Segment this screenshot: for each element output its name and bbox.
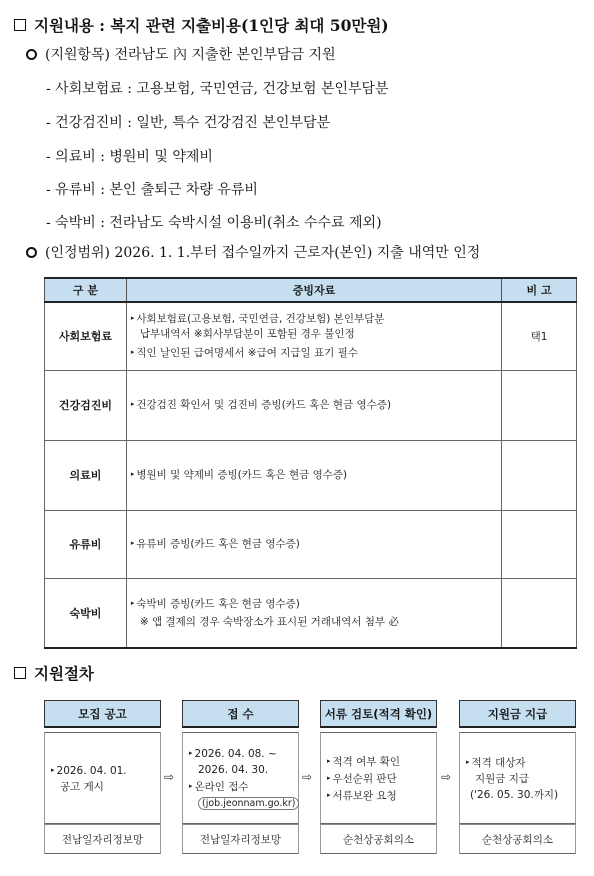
item-medical: - 의료비 : 병원비 및 약제비 xyxy=(46,149,213,165)
triangle-bullet-icon: ▸ xyxy=(130,598,135,607)
step-body xyxy=(182,732,299,824)
row-category: 유류비 xyxy=(45,510,127,578)
right-arrow-icon: ⇨ xyxy=(164,770,175,784)
step-line: 2026. 04. 01. xyxy=(56,764,127,777)
circle-bullet-icon xyxy=(26,49,37,60)
row-proof xyxy=(126,302,501,370)
header-note: 비 고 xyxy=(502,278,577,302)
right-arrow-icon: ⇨ xyxy=(302,770,313,784)
item-health-checkup: - 건강검진비 : 일반, 특수 건강검진 본인부담분 xyxy=(46,115,331,131)
row-proof xyxy=(126,578,501,648)
table-row xyxy=(45,578,577,648)
row-note xyxy=(502,440,577,510)
row-category: 숙박비 xyxy=(45,578,127,648)
triangle-bullet-icon: ▸ xyxy=(130,348,135,357)
step-line: 공고 게시 xyxy=(60,780,104,793)
support-scope-text: (지원항목) 전라남도 內 지출한 본인부담금 지원 xyxy=(45,47,336,63)
step-line: 적격 여부 확인 xyxy=(332,755,401,768)
item-social-insurance: - 사회보험료 : 고용보험, 국민연금, 건강보험 본인부담분 xyxy=(46,81,389,97)
step-org: 순천상공회의소 xyxy=(459,824,576,854)
support-scope-line xyxy=(26,44,336,64)
triangle-bullet-icon: ▸ xyxy=(51,765,55,774)
application-url-link[interactable]: (job.jeonnam.go.kr) xyxy=(198,797,299,810)
row-category: 건강검진비 xyxy=(45,370,127,440)
step-line: 적격 대상자 xyxy=(471,756,526,769)
triangle-bullet-icon: ▸ xyxy=(130,539,135,547)
step-line: 지원금 지급 xyxy=(475,772,530,785)
procedure-step-payment xyxy=(459,700,576,854)
proof-documents-table xyxy=(44,277,577,649)
right-arrow-icon: ⇨ xyxy=(441,770,452,784)
triangle-bullet-icon: ▸ xyxy=(327,790,331,799)
step-line: 온라인 접수 xyxy=(194,780,249,793)
triangle-bullet-icon: ▸ xyxy=(327,756,331,765)
item-fuel: - 유류비 : 본인 출퇴근 차량 유류비 xyxy=(46,182,258,198)
proof-text: 숙박비 증빙(카드 혹은 현금 영수증) xyxy=(136,597,300,610)
item-lodging: - 숙박비 : 전라남도 숙박시설 이용비(취소 수수료 제외) xyxy=(46,215,382,231)
table-row xyxy=(45,440,577,510)
proof-text: 사회보험료(고용보험, 국민연금, 건강보험) 본인부담분 xyxy=(136,313,385,326)
row-proof xyxy=(126,440,501,510)
circle-bullet-icon xyxy=(26,247,37,258)
row-proof xyxy=(126,510,501,578)
row-category: 의료비 xyxy=(45,440,127,510)
table-row xyxy=(45,302,577,370)
step-body xyxy=(44,732,161,824)
step-line: ('26. 05. 30.까지) xyxy=(470,788,559,801)
step-line: 2026. 04. 08. ~ xyxy=(194,747,277,760)
header-category: 구 분 xyxy=(45,278,127,302)
proof-text: 병원비 및 약제비 증빙(카드 혹은 현금 영수증) xyxy=(136,469,348,481)
triangle-bullet-icon: ▸ xyxy=(130,470,135,478)
row-note xyxy=(502,578,577,648)
recognition-range-line xyxy=(26,242,480,262)
section-title-text: 지원내용 : 복지 관련 지출비용(1인당 최대 50만원) xyxy=(34,16,389,35)
proof-text: ※ 앱 결제의 경우 숙박장소가 표시된 거래내역서 첨부 必 xyxy=(139,615,399,628)
table-row xyxy=(45,370,577,440)
procedure-step-announcement xyxy=(44,700,161,854)
table-header-row xyxy=(45,278,577,302)
triangle-bullet-icon: ▸ xyxy=(130,314,135,323)
section-title-support-content xyxy=(14,14,389,36)
row-note xyxy=(502,510,577,578)
proof-text: 유류비 증빙(카드 혹은 현금 영수증) xyxy=(136,538,300,550)
proof-text: 건강검진 확인서 및 검진비 증빙(카드 혹은 현금 영수증) xyxy=(136,399,392,411)
row-category: 사회보험료 xyxy=(45,302,127,370)
step-line: 우선순위 판단 xyxy=(332,772,397,785)
triangle-bullet-icon: ▸ xyxy=(466,757,470,766)
row-note xyxy=(502,370,577,440)
step-org: 전남일자리정보망 xyxy=(182,824,299,854)
step-body xyxy=(459,732,576,824)
table-row xyxy=(45,510,577,578)
section-title-text: 지원절차 xyxy=(34,664,94,683)
triangle-bullet-icon: ▸ xyxy=(189,781,193,790)
step-body xyxy=(320,732,437,824)
procedure-step-review xyxy=(320,700,437,854)
row-proof xyxy=(126,370,501,440)
step-head: 접 수 xyxy=(182,700,299,728)
procedure-step-application xyxy=(182,700,299,854)
checkbox-square-icon xyxy=(14,667,26,679)
header-proof: 증빙자료 xyxy=(126,278,501,302)
step-line: 2026. 04. 30. xyxy=(198,763,269,776)
proof-text: 직인 날인된 급여명세서 ※급여 지급일 표기 필수 xyxy=(136,347,358,360)
step-head: 지원금 지급 xyxy=(459,700,576,728)
recognition-range-text: (인정범위) 2026. 1. 1.부터 접수일까지 근로자(본인) 지출 내역만 인정 xyxy=(45,245,481,261)
step-head: 모집 공고 xyxy=(44,700,161,728)
triangle-bullet-icon: ▸ xyxy=(130,400,135,408)
triangle-bullet-icon: ▸ xyxy=(189,748,193,757)
row-note: 택1 xyxy=(502,302,577,370)
section-title-procedure xyxy=(14,662,94,684)
step-org: 순천상공회의소 xyxy=(320,824,437,854)
step-org: 전남일자리정보망 xyxy=(44,824,161,854)
checkbox-square-icon xyxy=(14,19,26,31)
proof-text: 납부내역서 ※회사부담분이 포함된 경우 불인정 xyxy=(139,328,355,341)
triangle-bullet-icon: ▸ xyxy=(327,773,331,782)
step-head: 서류 검토(적격 확인) xyxy=(320,700,437,728)
step-line: 서류보완 요청 xyxy=(332,789,397,802)
